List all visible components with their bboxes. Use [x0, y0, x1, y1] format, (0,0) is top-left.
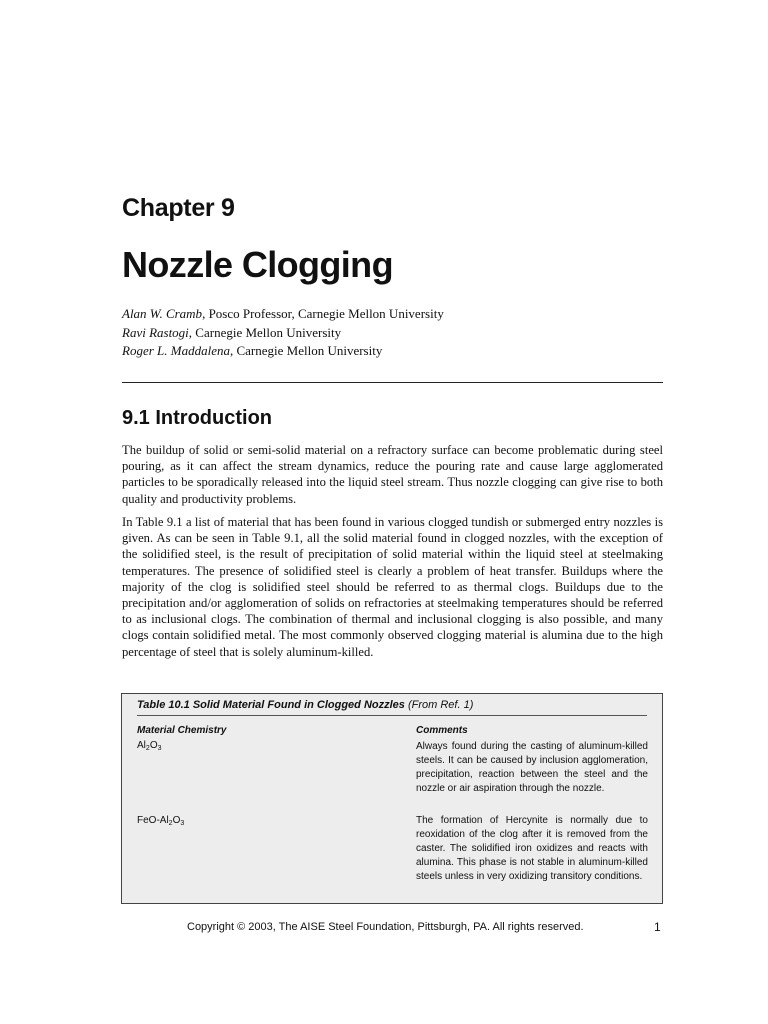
- author-line: [122, 324, 444, 343]
- author-affiliation: , Posco Professor, Carnegie Mellon University: [202, 306, 444, 321]
- chapter-label: Chapter 9: [122, 194, 235, 222]
- author-name: Alan W. Cramb: [122, 306, 203, 321]
- footer-copyright: Copyright © 2003, The AISE Steel Foundation, Pittsburgh, PA. All rights reserved.: [187, 921, 584, 933]
- table-caption-title: Table 10.1 Solid Material Found in Clogged Nozzles: [137, 699, 405, 711]
- author-list: [122, 305, 444, 361]
- author-name: Roger L. Maddalena: [122, 343, 230, 358]
- table-box: [121, 693, 663, 904]
- body-paragraph: In Table 9.1 a list of material that has been found in various clogged tundish or submerged entry nozzles is given. As can be seen in Table 9.1, all the solid material found in clogged nozzles, with the exception of the solidified steel, is the result of precipitation of solid material within the liquid steel at steelmaking temperatures. The presence of solidified steel is clearly a problem of heat transfer. Buildups where the majority of the clog is solidified steel should be referred to as thermal clogs. Buildups due to the precipitation and/or agglomeration of solids on refractories at steelmaking temperatures should be referred to as inclusional clogs. The combination of thermal and inclusional clogging is also possible, and many clogs contain solidified metal. The most commonly observed clogging material is alumina due to the high percentage of steel that is solely aluminum-killed.: [122, 515, 663, 659]
- author-affiliation: , Carnegie Mellon University: [188, 324, 342, 340]
- table-cell-chemistry: $Al_2O_3$: [137, 740, 162, 752]
- author-line: [122, 342, 444, 361]
- table-cell-comment: Always found during the casting of aluminum-killed steels. It can be caused by inclusion agglomeration, precipitation, reaction between the steel and the nozzle or air aspiration through the nozzle.: [416, 741, 648, 794]
- table-caption: [137, 699, 473, 711]
- table-caption-source: (From Ref. 1): [404, 699, 474, 711]
- table-cell-chemistry: FeO-$Al_2O_3$: [137, 815, 185, 827]
- horizontal-rule: [122, 382, 663, 383]
- table-cell-comment: The formation of Hercynite is normally due to reoxidation of the clog after it is removed from the caster. The solidified iron oxidizes and reacts with alumina. This phase is not stable in aluminum-killed steels unless in very oxidizing transitory conditions.: [416, 815, 648, 882]
- page-number: 1: [654, 920, 661, 934]
- author-affiliation: , Carnegie Mellon University: [229, 343, 383, 358]
- table-caption-rule: [137, 715, 647, 716]
- table-header-material: Material Chemistry: [137, 725, 227, 736]
- section-heading: 9.1 Introduction: [122, 407, 272, 429]
- body-paragraph: The buildup of solid or semi-solid material on a refractory surface can become problematic during steel pouring, as it can affect the stream dynamics, reduce the pouring rate and cause large agglomerated particles to be sporadically released into the liquid steel stream. Thus nozzle clogging can give rise to both quality and productivity problems.: [122, 443, 663, 506]
- chapter-title: Nozzle Clogging: [122, 244, 393, 285]
- author-name: Ravi Rastogi: [122, 324, 189, 340]
- author-line: [122, 305, 444, 324]
- table-header-comments: Comments: [416, 725, 468, 736]
